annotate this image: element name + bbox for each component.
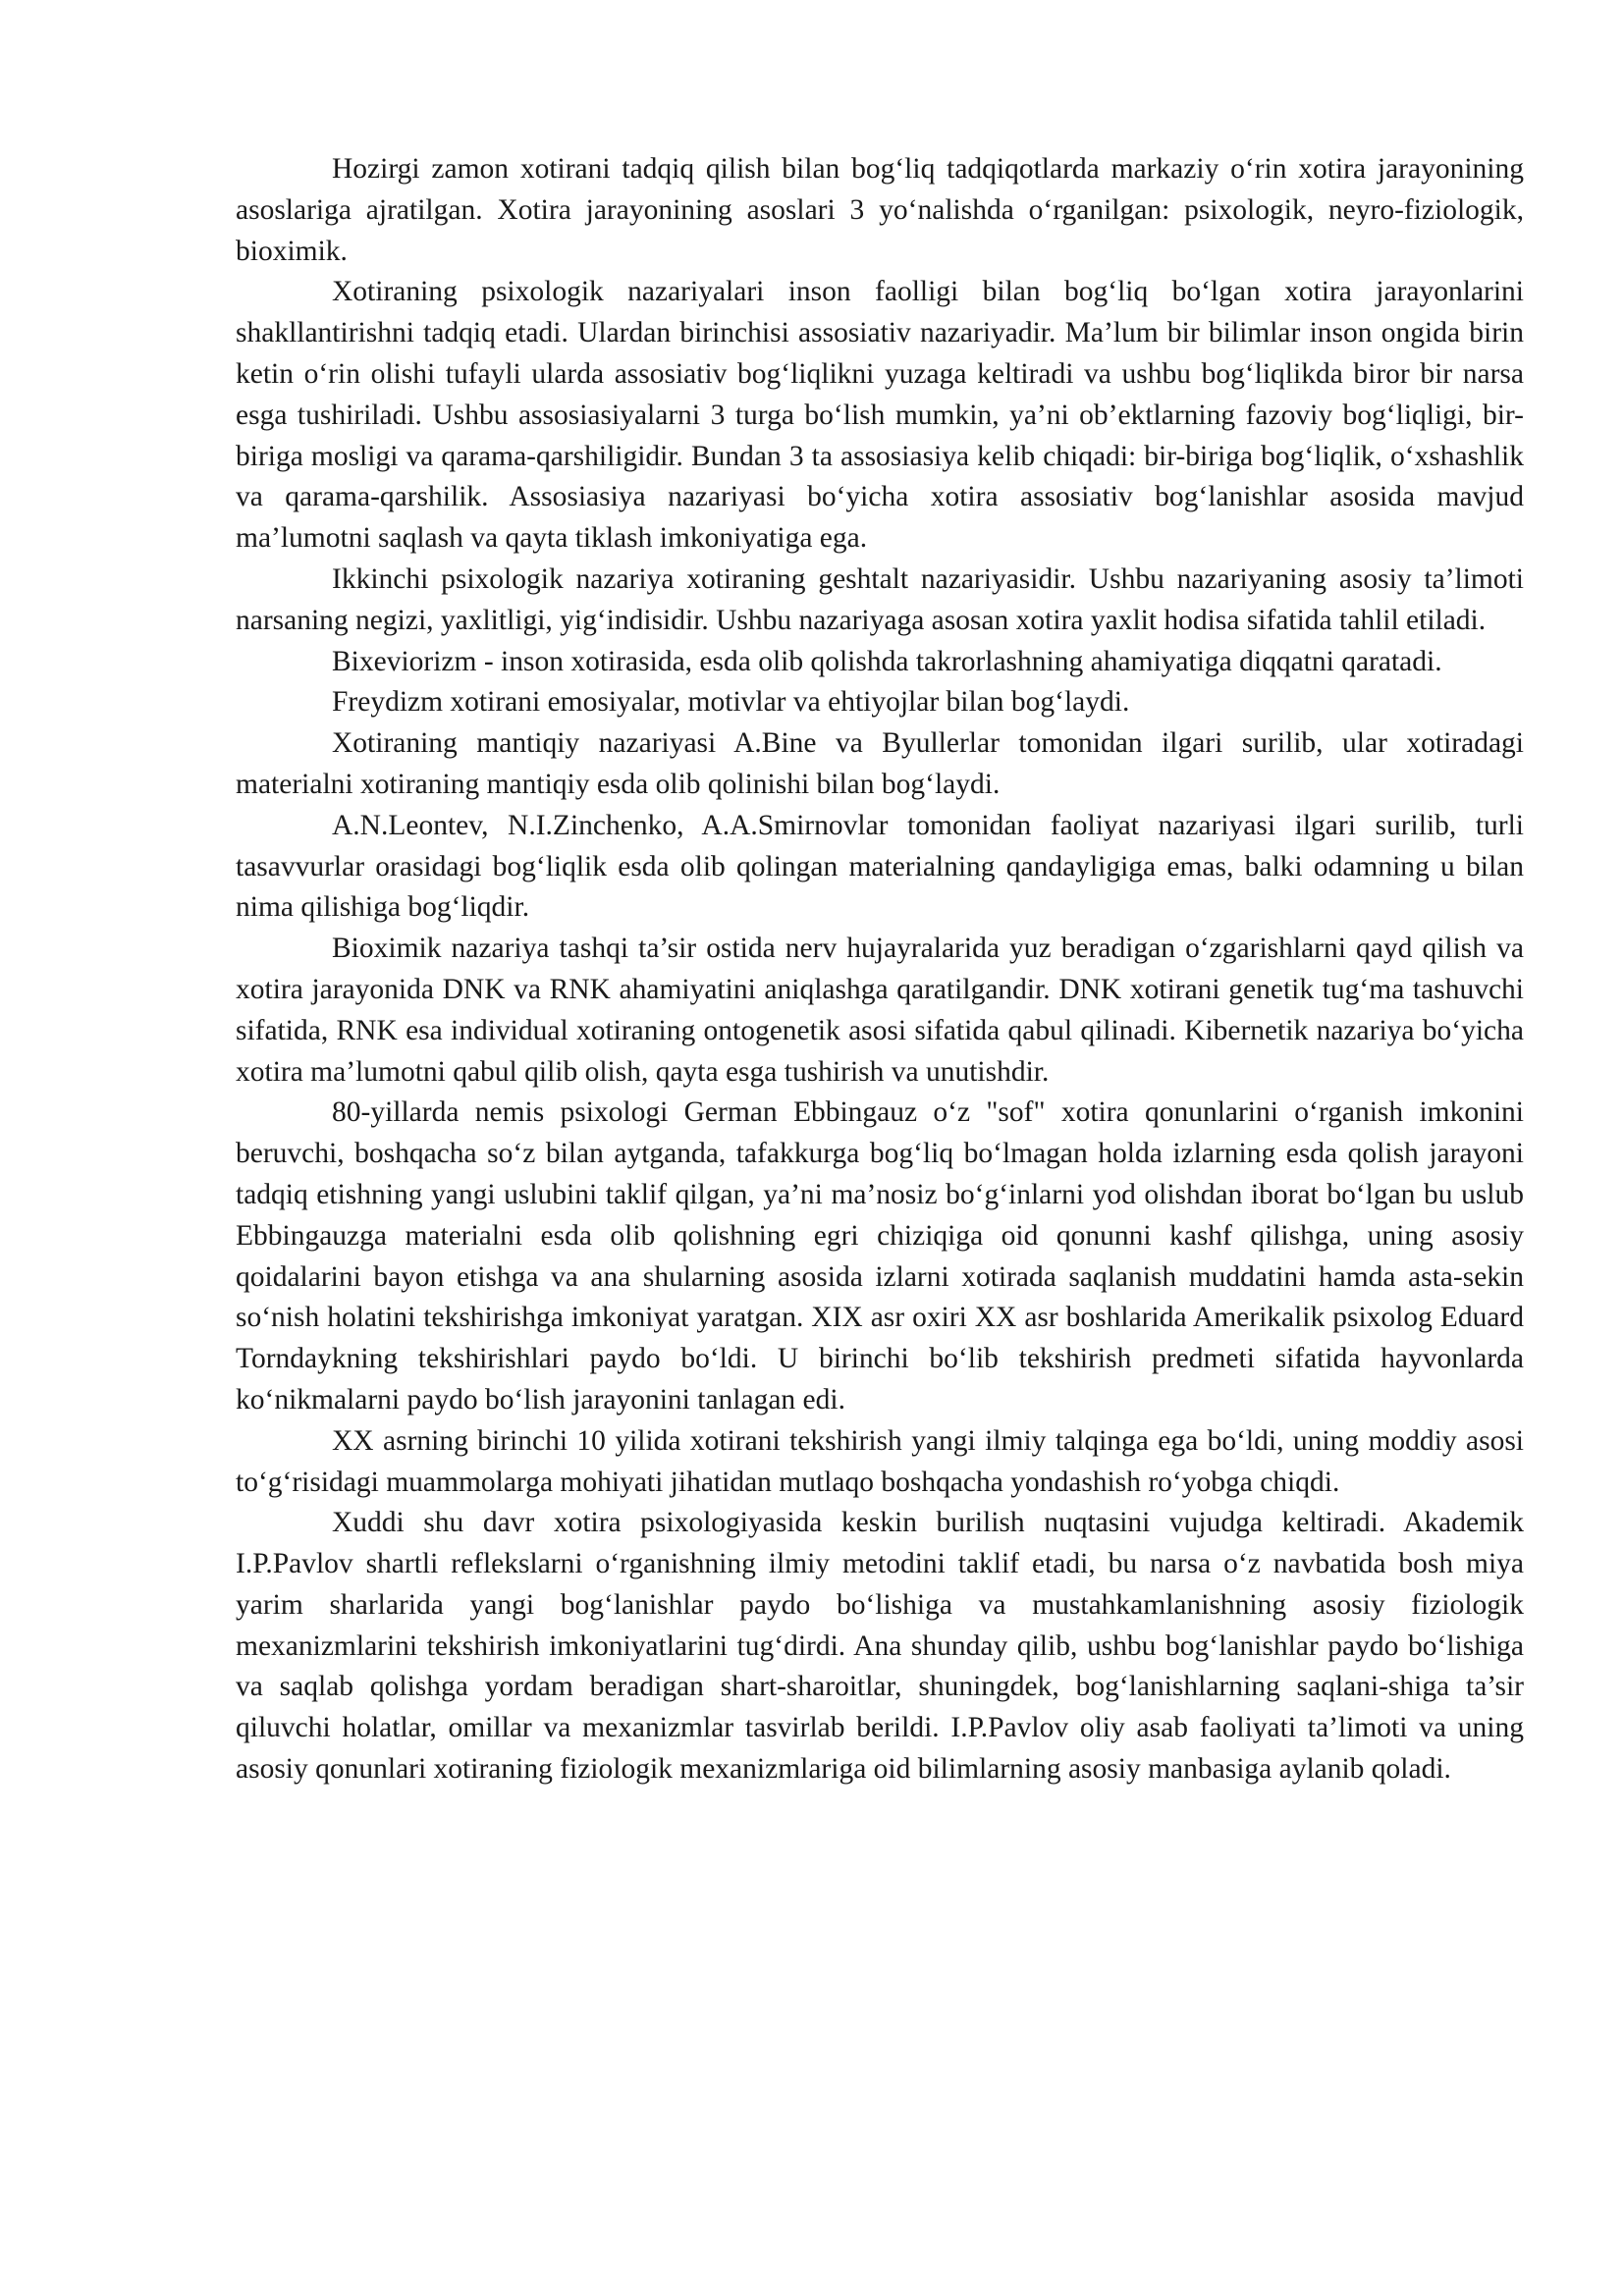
document-page [236, 149, 1524, 1790]
paragraph-biochemical-theory: Bioximik nazariya tashqi ta’sir ostida nerv hujayralarida yuz beradigan o‘zgarishlarni qayd qilish va xotira jarayonida DNK va RNK ahamiyatini aniqlashga qaratilgandir. DNK xotirani genetik tug‘ma tashuvchi sifatida, RNK esa individual xotiraning ontogenetik asosi sifatida qabul qilinadi. Kibernetik nazariya bo‘yicha xotira ma’lumotni qabul qilib olish, qayta esga tushirish va unutishdir. [236, 933, 1524, 1088]
paragraph-behaviorism: Bixeviorizm - inson xotirasida, esda olib qolishda takrorlashning ahamiyatiga diqqatni qaratadi. [332, 645, 1442, 677]
paragraph-activity-theory: A.N.Leontev, N.I.Zinchenko, A.A.Smirnovlar tomonidan faoliyat nazariyasi ilgari surilib, turli tasavvurlar orasidagi bog‘liqlik esda olib qolingan materialning qandayligiga emas, balki odamning u bilan nima qilishiga bog‘liqdir. [236, 809, 1524, 924]
paragraph-twentieth-century: XX asrning birinchi 10 yilida xotirani tekshirish yangi ilmiy talqinga ega bo‘ldi, uning moddiy asosi to‘g‘risidagi muammolarga mohiyati jihatidan mutlaqo boshqacha yondashish ro‘yobga chiqdi. [236, 1424, 1524, 1498]
paragraph-associative-theory: Xotiraning psixologik nazariyalari inson faolligi bilan bog‘liq bo‘lgan xotira jarayonlarini shakllantirishni tadqiq etadi. Ulardan birinchisi assosiativ nazariyadir. Ma’lum bir bilimlar inson ongida birin ketin o‘rin olishi tufayli ularda assosiativ bog‘liqlikni yuzaga keltiradi va ushbu bog‘liqlikda biror bir narsa esga tushiriladi. Ushbu assosiasiyalarni 3 turga bo‘lish mumkin, ya’ni ob’ektlarning fazoviy bog‘liqligi, bir-biriga mosligi va qarama-qarshiligidir. Bundan 3 ta assosiasiya kelib chiqadi: bir-biriga bog‘liqlik, o‘xshashlik va qarama-qarshilik. Assosiasiya nazariyasi bo‘yicha xotira assosiativ bog‘lanishlar asosida mavjud ma’lumotni saqlash va qayta tiklash imkoniyatiga ega. [236, 276, 1524, 555]
paragraph-logical-theory: Xotiraning mantiqiy nazariyasi A.Bine va Byullerlar tomonidan ilgari surilib, ular xotiradagi materialni xotiraning mantiqiy esda olib qolinishi bilan bog‘laydi. [236, 727, 1524, 800]
paragraph-gestalt-theory: Ikkinchi psixologik nazariya xotiraning geshtalt nazariyasidir. Ushbu nazariyaning asosiy ta’limoti narsaning negizi, yaxlitligi, yig‘indisidir. Ushbu nazariyaga asosan xotira yaxlit hodisa sifatida tahlil etiladi. [236, 562, 1524, 636]
paragraph-memory-foundations: Hozirgi zamon xotirani tadqiq qilish bilan bog‘liq tadqiqotlarda markaziy o‘rin xotira jarayonining asoslariga ajratilgan. Xotira jarayonining asoslari 3 yo‘nalishda o‘rganilgan: psixologik, neyro-fiziologik, bioximik. [236, 153, 1524, 267]
paragraph-pavlov: Xuddi shu davr xotira psixologiyasida keskin burilish nuqtasini vujudga keltiradi. Akademik I.P.Pavlov shartli reflekslarni o‘rganishning ilmiy metodini taklif etadi, bu narsa o‘z navbatida bosh miya yarim sharlarida yangi bog‘lanishlar paydo bo‘lishiga va mustahkamlanishning asosiy fiziologik mexanizmlarini tekshirish imkoniyatlarini tug‘dirdi. Ana shunday qilib, ushbu bog‘lanishlar paydo bo‘lishiga va saqlab qolishga yordam beradigan shart-sharoitlar, shuningdek, bog‘lanishlarning saqlani-shiga ta’sir qiluvchi holatlar, omillar va mexanizmlar tasvirlab berildi. I.P.Pavlov oliy asab faoliyati ta’limoti va uning asosiy qonunlari xotiraning fiziologik mexanizmlariga oid bilimlarning asosiy manbasiga aylanib qoladi. [236, 1507, 1524, 1786]
paragraph-freudism: Freydizm xotirani emosiyalar, motivlar va ehtiyojlar bilan bog‘laydi. [332, 686, 1130, 719]
paragraph-ebbinghaus: 80-yillarda nemis psixologi German Ebbingauz o‘z "sof" xotira qonunlarini o‘rganish imkonini beruvchi, boshqacha so‘z bilan aytganda, tafakkurga bog‘liq bo‘lmagan holda izlarning esda qolish jarayoni tadqiq etishning yangi uslubini taklif qilgan, ya’ni ma’nosiz bo‘g‘inlarni yod olishdan iborat bo‘lgan bu uslub Ebbingauzga materialni esda olib qolishning egri chiziqiga oid qonunni kashf qilishga, uning asosiy qoidalarini bayon etishga va ana shularning asosida izlarni xotirada saqlanish muddatini hamda asta-sekin so‘nish holatini tekshirishga imkoniyat yaratgan. XIX asr oxiri XX asr boshlarida Amerikalik psixolog Eduard Torndaykning tekshirishlari paydo bo‘ldi. U birinchi bo‘lib tekshirish predmeti sifatida hayvonlarda ko‘nikmalarni paydo bo‘lish jarayonini tanlagan edi. [236, 1096, 1524, 1415]
